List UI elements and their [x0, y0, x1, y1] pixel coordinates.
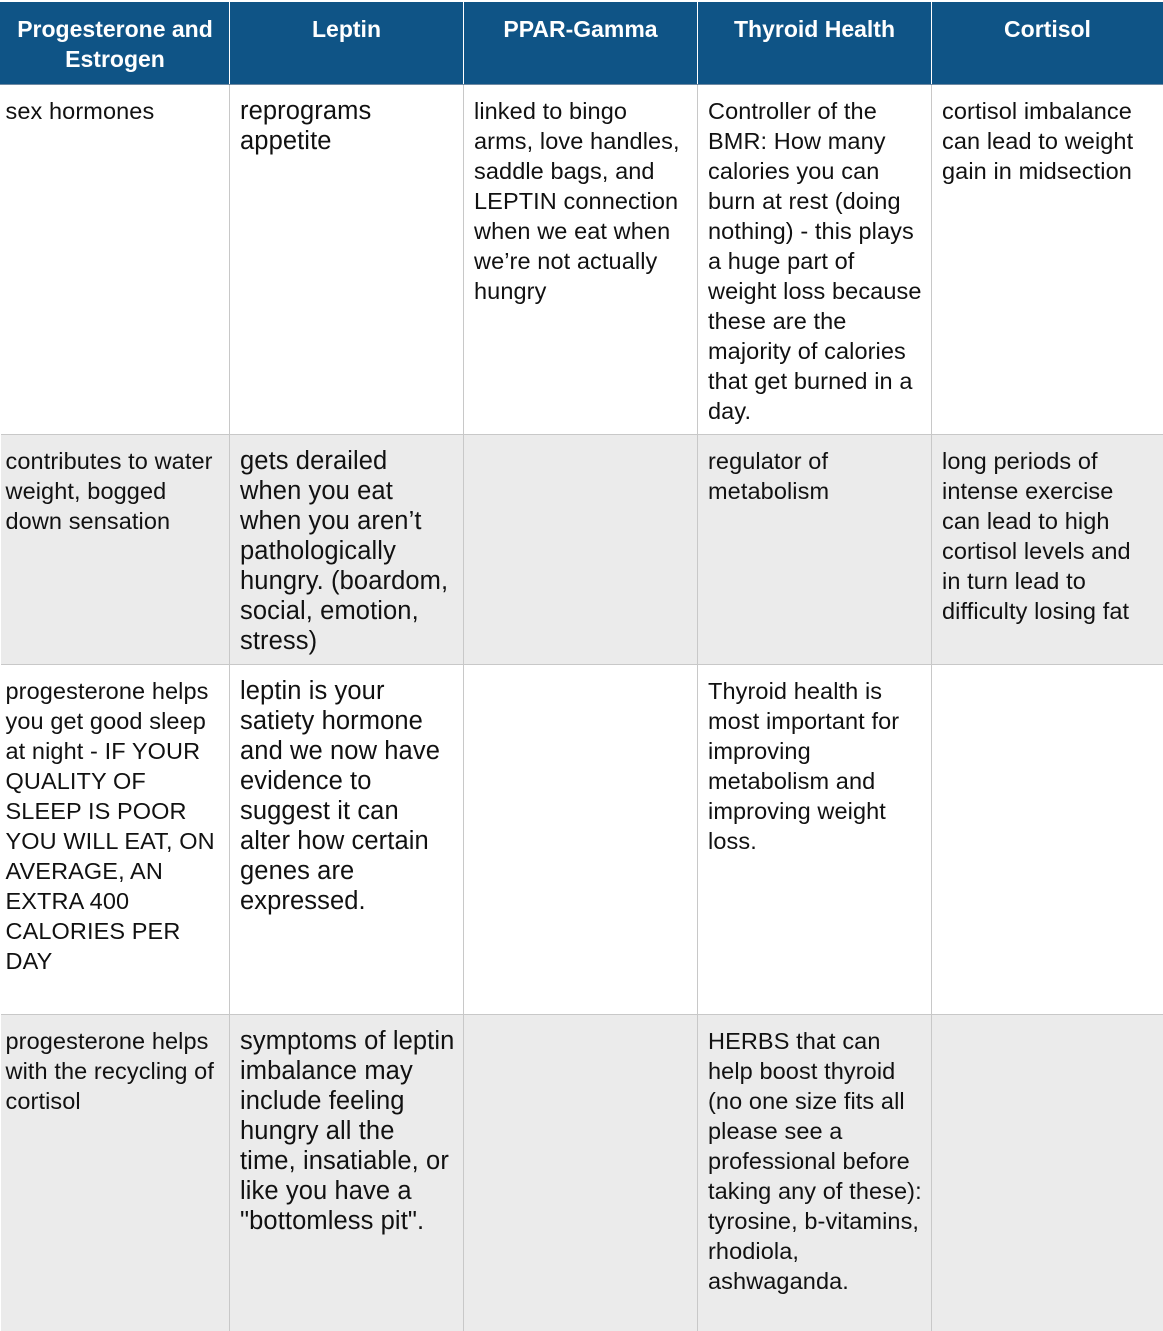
table-cell-ppar-gamma	[464, 435, 698, 665]
table-cell-ppar-gamma	[464, 1015, 698, 1331]
table-row	[1, 85, 1163, 435]
table-row	[1, 1015, 1163, 1331]
table-cell-thyroid-health: regulator of metabolism	[698, 435, 932, 665]
table-cell-cortisol	[932, 1015, 1163, 1331]
table-cell-leptin: symptoms of leptin imbalance may include feeling hungry all the time, insatiable, or like you have a "bottomless pit".	[230, 1015, 464, 1331]
table-cell-progesterone-estrogen: sex hormones	[1, 85, 230, 435]
table-cell-leptin: leptin is your satiety hormone and we now have evidence to suggest it can alter how certain genes are expressed.	[230, 665, 464, 1015]
table-cell-leptin: gets derailed when you eat when you aren’t pathologically hungry. (boardom, social, emotion, stress)	[230, 435, 464, 665]
header-ppar-gamma: PPAR-Gamma	[464, 1, 698, 85]
header-row	[1, 1, 1163, 85]
table-cell-cortisol: long periods of intense exercise can lead to high cortisol levels and in turn lead to difficulty losing fat	[932, 435, 1163, 665]
table-row	[1, 665, 1163, 1015]
table-cell-progesterone-estrogen: progesterone helps with the recycling of cortisol	[1, 1015, 230, 1331]
table-cell-leptin: reprograms appetite	[230, 85, 464, 435]
table-cell-thyroid-health: Thyroid health is most important for improving metabolism and improving weight loss.	[698, 665, 932, 1015]
table-cell-cortisol	[932, 665, 1163, 1015]
table-cell-thyroid-health: HERBS that can help boost thyroid (no one size fits all please see a professional before taking any of these): tyrosine, b-vitamins, rhodiola, ashwaganda.	[698, 1015, 932, 1331]
table-cell-ppar-gamma: linked to bingo arms, love handles, saddle bags, and LEPTIN connection when we eat when we’re not actually hungry	[464, 85, 698, 435]
header-thyroid-health: Thyroid Health	[698, 1, 932, 85]
table-cell-ppar-gamma	[464, 665, 698, 1015]
header-cortisol: Cortisol	[932, 1, 1163, 85]
table-cell-progesterone-estrogen: contributes to water weight, bogged down sensation	[1, 435, 230, 665]
header-leptin: Leptin	[230, 1, 464, 85]
table-cell-cortisol: cortisol imbalance can lead to weight gain in midsection	[932, 85, 1163, 435]
table-cell-progesterone-estrogen: progesterone helps you get good sleep at night - IF YOUR QUALITY OF SLEEP IS POOR YOU WILL EAT, ON AVERAGE, AN EXTRA 400 CALORIES PER DAY	[1, 665, 230, 1015]
table-cell-thyroid-health: Controller of the BMR: How many calories you can burn at rest (doing nothing) - this plays a huge part of weight loss because these are the majority of calories that get burned in a day.	[698, 85, 932, 435]
header-progesterone-estrogen: Progesterone and Estrogen	[1, 1, 230, 85]
table-row	[1, 435, 1163, 665]
